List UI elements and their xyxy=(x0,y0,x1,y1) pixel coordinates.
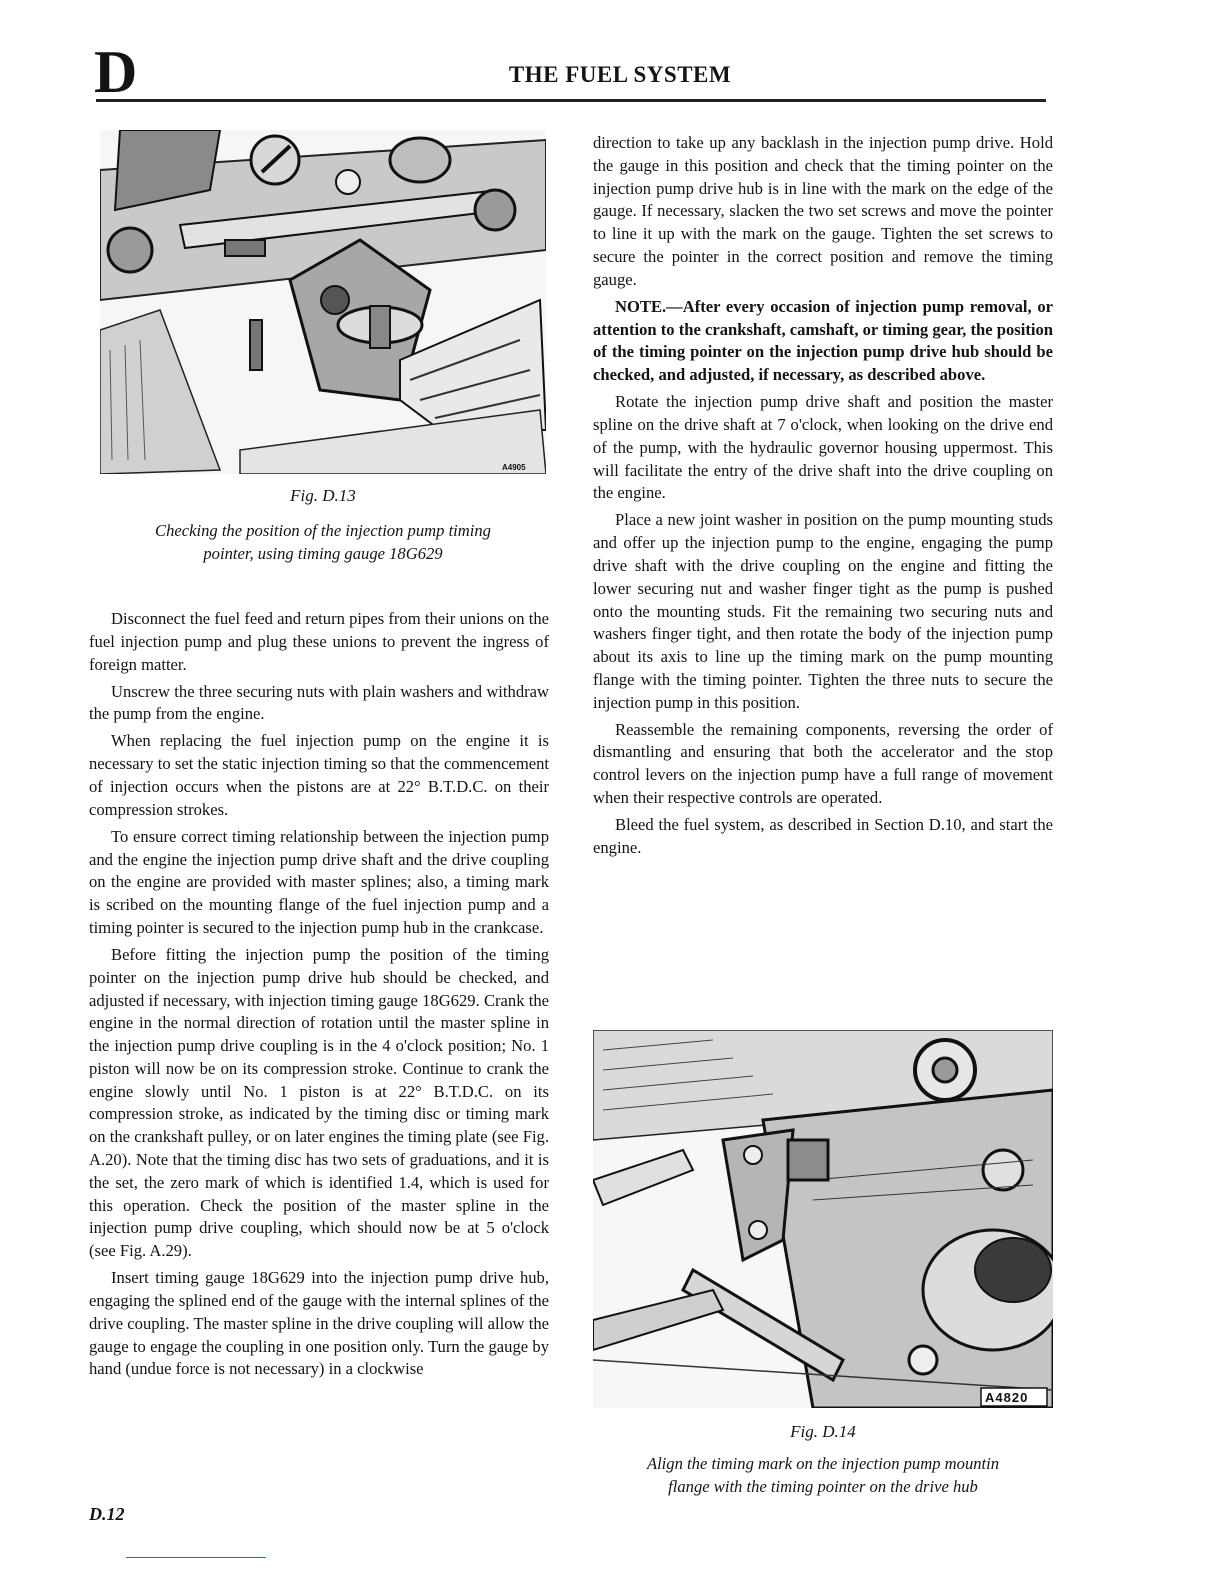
figure-d14-illustration xyxy=(593,1030,1053,1408)
paragraph: Insert timing gauge 18G629 into the injection pump drive hub, engaging the splined end of the gauge with the internal splines of the drive coupling. The master spline in the drive coupling will allow the gauge to engage the coupling in one position only. Turn the gauge by hand (undue force is not necessary) in a clockwise xyxy=(89,1268,549,1379)
figure-d13-caption xyxy=(100,519,546,565)
figure-d13-drawing-ref: A4905 xyxy=(502,463,526,472)
paragraph: Rotate the injection pump drive shaft and position the master spline on the drive shaft at 7 o'clock, when looking on the drive end of the pump, with the hydraulic governor housing uppermost. This will facilitate the entry of the drive shaft into the drive coupling on the engine. xyxy=(593,392,1053,503)
header-rule xyxy=(96,99,1046,102)
figure-d13-label: Fig. D.13 xyxy=(290,486,356,505)
note-paragraph: NOTE.—After every occasion of injection pump removal, or attention to the crankshaft, camshaft, or timing gear, the position of the timing pointer on the injection pump drive hub should be checked, and adjusted, if necessary, as described above. xyxy=(593,296,1053,385)
figure-d14-label: Fig. D.14 xyxy=(790,1422,856,1441)
paragraph: Disconnect the fuel feed and return pipes from their unions on the fuel injection pump and plug these unions to prevent the ingress of foreign matter. xyxy=(89,609,549,674)
right-column xyxy=(593,132,1053,864)
figure-d13-caption-line: Checking the position of the injection pump timing xyxy=(155,521,491,540)
figure-d14-caption xyxy=(593,1452,1053,1498)
figure-d13-illustration xyxy=(100,130,546,474)
paragraph: Bleed the fuel system, as described in Section D.10, and start the engine. xyxy=(593,815,1053,857)
page-number: D.12 xyxy=(89,1504,125,1524)
figure-d14-caption-line: Align the timing mark on the injection pump mountin xyxy=(646,1454,1000,1473)
left-column xyxy=(89,608,549,1385)
figure-d13-drawing xyxy=(100,130,546,474)
paragraph: Place a new joint washer in position on the pump mounting studs and offer up the injection pump to the engine, engaging the pump drive shaft with the drive coupling on the engine and fitting the lower securing nut and washer finger tight as the pump is pushed onto the mounting studs. Fit the remaining two securing nuts and washers finger tight, and then rotate the body of the injection pump about its axis to line up the timing mark on the pump mounting flange with the timing pointer. Tighten the three nuts to secure the injection pump in this position. xyxy=(593,510,1053,712)
paragraph: To ensure correct timing relationship between the injection pump and the engine the injection pump drive shaft and the drive coupling on the engine are provided with master splines; also, a timing mark is scribed on the mounting flange of the fuel injection pump and a timing pointer is secured to the injection pump hub in the crankcase. xyxy=(89,826,549,937)
figure-d14-drawing xyxy=(593,1030,1053,1408)
paragraph: Unscrew the three securing nuts with plain washers and withdraw the pump from the engine. xyxy=(89,681,549,724)
figure-d14-caption-line: flange with the timing pointer on the drive hub xyxy=(668,1477,978,1496)
paragraph: Before fitting the injection pump the position of the timing pointer on the injection pump drive hub should be checked, and adjusted if necessary, with injection timing gauge 18G629. Crank the engine in the normal direction of rotation until the master spline in the injection pump drive coupling is in the 4 o'clock position; No. 1 piston will now be on its compression stroke. Continue to crank the engine slowly until No. 1 piston is at 22° B.T.D.C. on its compression stroke, as indicated by the timing disc or timing mark on the crankshaft pulley, or on later engines the timing plate (see Fig. A.20). Note that the timing disc has two sets of graduations, and it is the set, the zero mark of which is identified 1.4, which is used for this operation. Check the position of the master spline in the injection pump drive coupling, which should now be at 5 o'clock (see Fig. A.29). xyxy=(89,944,549,1261)
page-title: THE FUEL SYSTEM xyxy=(508,62,732,87)
footer-rule xyxy=(126,1557,266,1558)
section-letter: D xyxy=(94,39,138,105)
figure-d13-caption-line: pointer, using timing gauge 18G629 xyxy=(203,544,443,563)
paragraph: When replacing the fuel injection pump on the engine it is necessary to set the static injection timing so that the commencement of injection occurs when the pistons are at 22° B.T.D.C. on their compression strokes. xyxy=(89,731,549,819)
figure-d14-drawing-ref: A4820 xyxy=(985,1390,1029,1405)
paragraph: Reassemble the remaining components, reversing the order of dismantling and ensuring that both the accelerator and the stop control levers on the injection pump have a full range of movement when their respective controls are operated. xyxy=(593,719,1053,808)
paragraph: direction to take up any backlash in the injection pump drive. Hold the gauge in this position and check that the timing pointer on the injection pump drive hub is in line with the mark on the edge of the gauge. If necessary, slacken the two set screws and move the pointer to line it up with the mark on the gauge. Tighten the set screws to secure the pointer in the correct position and remove the timing gauge. xyxy=(593,133,1053,289)
